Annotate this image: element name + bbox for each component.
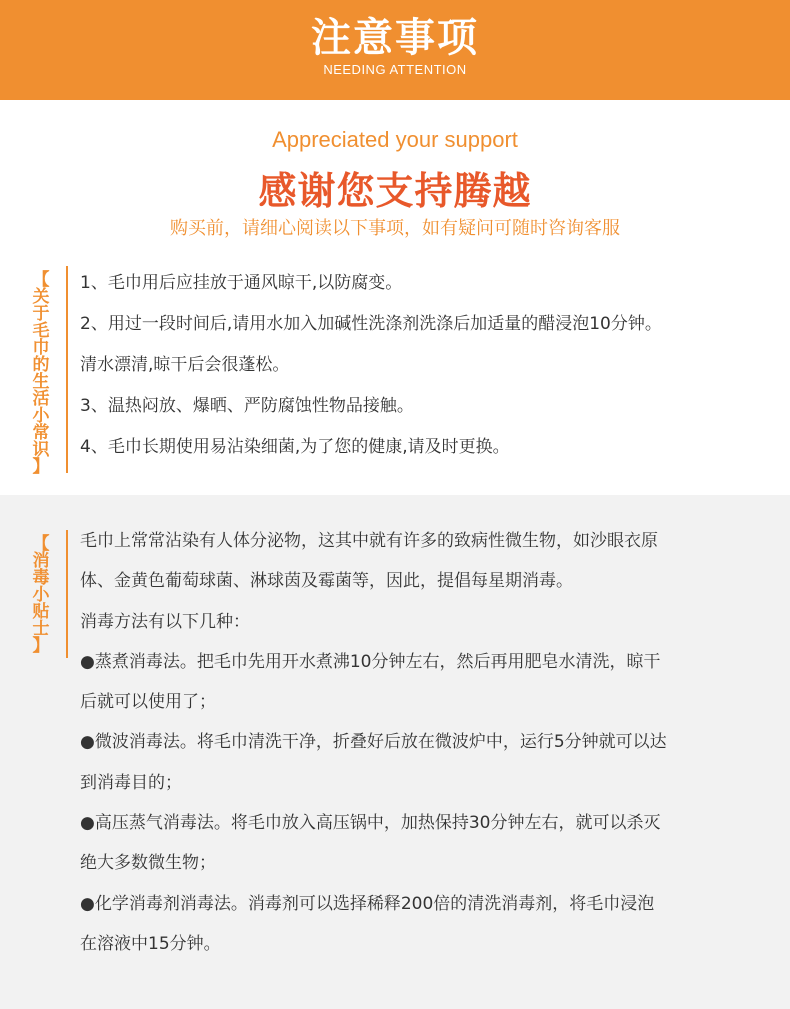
thanks-english: Appreciated your support — [272, 127, 518, 152]
list-item: 1、毛巾用后应挂放于通风晾干,以防腐变。 — [80, 273, 403, 293]
thanks-note: 购买前，请细心阅读以下事项，如有疑问可随时咨询客服 — [170, 218, 620, 239]
section2-label-char: 小 — [32, 585, 50, 605]
section1-label-char: 生 — [32, 372, 50, 392]
text-line: 绝大多数微生物； — [80, 853, 216, 874]
text-line: 毛巾上常常沾染有人体分泌物，这其中就有许多的致病性微生物，如沙眼衣原 — [80, 531, 658, 551]
text-line: 后就可以使用了； — [80, 692, 216, 713]
list-item: 2、用过一段时间后,请用水加入加碱性洗涤剂洗涤后加适量的醋浸泡10分钟。 — [80, 314, 662, 334]
text-line: ●蒸煮消毒法。把毛巾先用开水煮沸10分钟左右，然后再用肥皂水清洗，晾干 — [80, 651, 661, 672]
text-line: 消毒方法有以下几种： — [80, 611, 250, 632]
section2-label-char: 毒 — [32, 568, 50, 588]
section1-label-char: 】 — [32, 457, 50, 477]
section1-list — [80, 263, 780, 468]
section2-text — [80, 521, 780, 964]
section1-label-char: 于 — [32, 304, 50, 324]
text-line: 在溶液中15分钟。 — [80, 933, 221, 954]
list-item: 3、温热闷放、爆晒、严防腐蚀性物品接触。 — [80, 396, 414, 416]
section1-label-char: 识 — [32, 440, 50, 460]
header-banner — [0, 0, 790, 100]
page-subtitle: NEEDING ATTENTION — [323, 62, 467, 77]
section1-label-char: 的 — [32, 355, 50, 375]
page-title: 注意事项 — [311, 15, 479, 61]
section2-label-char: 【 — [32, 534, 50, 554]
text-line: 体、金黄色葡萄球菌、淋球茵及霉菌等，因此，提倡每星期消毒。 — [80, 571, 573, 592]
list-item: 清水漂清,晾干后会很蓬松。 — [80, 355, 290, 375]
section1-divider — [66, 266, 68, 473]
text-line: ●微波消毒法。将毛巾清洗干净，折叠好后放在微波炉中，运行5分钟就可以达 — [80, 732, 667, 753]
section1-side-label — [30, 272, 52, 476]
section1-label-char: 小 — [32, 406, 50, 426]
section2-label-char: 贴 — [32, 602, 50, 622]
section1-label-char: 活 — [32, 389, 50, 409]
section1-label-char: 常 — [32, 423, 50, 443]
section2-label-char: 士 — [32, 619, 50, 639]
section1-label-char: 关 — [32, 287, 50, 307]
section2-divider — [66, 530, 68, 658]
section2-label-char: 】 — [32, 636, 50, 656]
thanks-heading: 感谢您支持腾越 — [258, 169, 532, 213]
section1-label-char: 毛 — [32, 321, 50, 341]
section1-label-char: 【 — [32, 270, 50, 290]
text-line: ●高压蒸气消毒法。将毛巾放入高压锅中，加热保持30分钟左右，就可以杀灭 — [80, 813, 661, 834]
section2-label-char: 消 — [32, 551, 50, 571]
section2-side-label — [30, 536, 52, 655]
text-line: ●化学消毒剂消毒法。消毒剂可以选择稀释200倍的清洗消毒剂，将毛巾浸泡 — [80, 893, 655, 914]
list-item: 4、毛巾长期使用易沾染细菌,为了您的健康,请及时更换。 — [80, 437, 510, 457]
text-line: 到消毒目的； — [80, 772, 182, 793]
section1-label-char: 巾 — [32, 338, 50, 358]
